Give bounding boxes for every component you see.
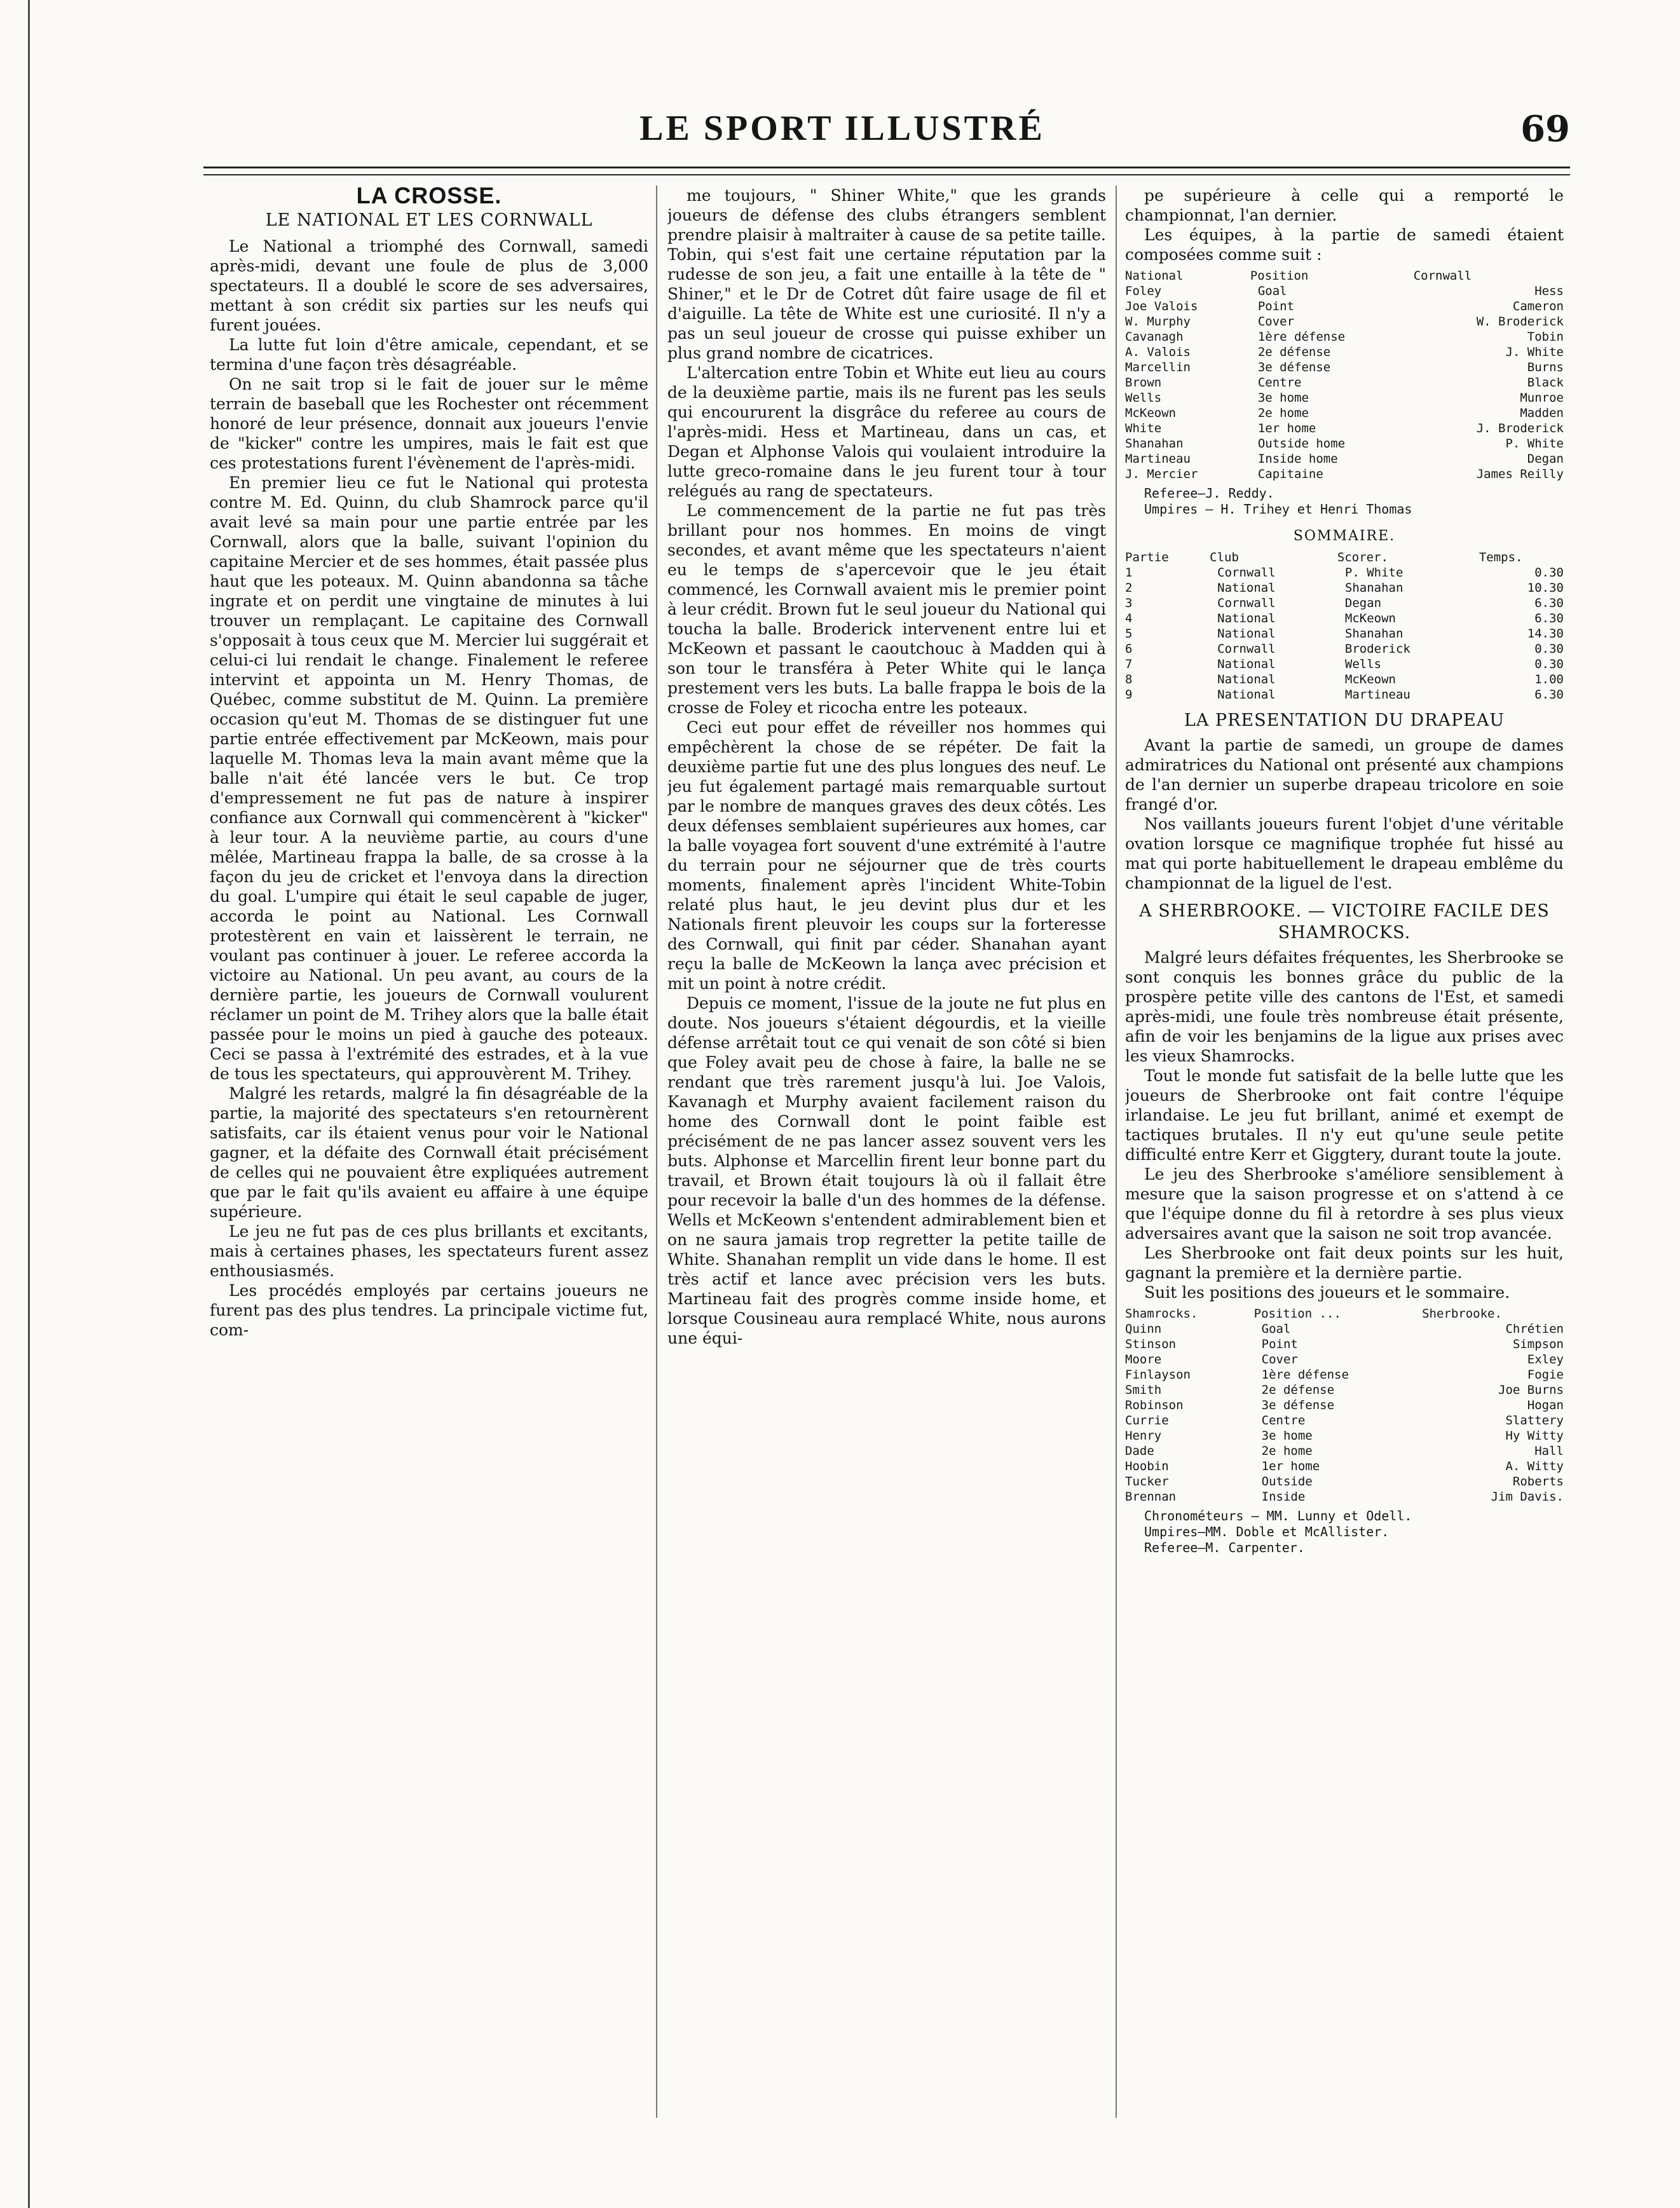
- table-cell: Cornwall: [1217, 566, 1276, 580]
- table-cell: 1er home: [1261, 1459, 1320, 1473]
- table-cell: A. Valois: [1125, 345, 1191, 359]
- column-header: Shamrocks.: [1125, 1307, 1198, 1321]
- table-cell: Degan: [1344, 596, 1382, 610]
- table-cell: Hall: [1534, 1444, 1564, 1458]
- paragraph: Tout le monde fut satisfait de la belle lutte que les joueurs de Sherbrooke ont fait contre l'équipe irlandaise. Le jeu fut brillant, animé et exempt de tactiques brutales. Il n'y eut qu'une seule petite difficulté entre Kerr et Giggtery, durant toute la joute.: [1125, 1067, 1564, 1164]
- table-row: [1125, 390, 1564, 405]
- paragraph: L'altercation entre Tobin et White eut lieu au cours de la deuxième partie, mais ils ne furent pas les seuls qui encoururent la disgrâce du referee au cours de l'après-midi. Hess et Martineau, dans un cas, et Degan et Alphonse Valois qui voulaient introduire la lutte greco-romaine dans le jeu furent tour à tour relégués au rang de spectateurs.: [667, 364, 1106, 500]
- column-1: [210, 186, 648, 2150]
- table-cell: Smith: [1125, 1383, 1162, 1397]
- table-cell: Slattery: [1505, 1414, 1564, 1428]
- table-cell: 2e défense: [1261, 1383, 1335, 1397]
- note-line: Referee—J. Reddy.: [1144, 486, 1274, 501]
- table-cell: 4: [1125, 611, 1133, 625]
- table-cell: 6.30: [1534, 688, 1564, 702]
- table-cell: Chrétien: [1505, 1322, 1564, 1336]
- column-header: Position: [1250, 269, 1309, 283]
- summary-table: [1125, 550, 1564, 702]
- table-cell: Goal: [1257, 284, 1287, 298]
- note-line: Referee—M. Carpenter.: [1144, 1540, 1305, 1555]
- officials-notes: [1125, 486, 1564, 517]
- page-number: 69: [1520, 108, 1570, 150]
- table-cell: Hogan: [1527, 1398, 1564, 1412]
- table-cell: 2e home: [1257, 406, 1309, 420]
- table-row: [1125, 596, 1564, 611]
- table-row: [1125, 375, 1564, 390]
- table-row: [1125, 329, 1564, 344]
- table-cell: P. White: [1505, 437, 1564, 451]
- table-cell: Fogie: [1527, 1368, 1564, 1382]
- paragraph: Avant la partie de samedi, un groupe de dames admiratrices du National ont présenté aux champions de l'an dernier un superbe drapeau tricolore en soie frangé d'or.: [1125, 736, 1564, 814]
- publication-title: LE SPORT ILLUSTRÉ: [639, 109, 1045, 148]
- article-title: LA CROSSE.: [356, 186, 502, 208]
- column-header: Sherbrooke.: [1422, 1307, 1502, 1321]
- table-cell: 1ère défense: [1257, 330, 1346, 344]
- table-cell: Hoobin: [1125, 1459, 1169, 1473]
- table-cell: Roberts: [1512, 1475, 1564, 1489]
- table-row: [1125, 672, 1564, 687]
- paragraph: Le jeu des Sherbrooke s'améliore sensiblement à mesure que la saison progresse et on s'attend à ce que l'équipe donne du fil à retordre à ses plus vieux adversaires avant que la saison ne soit trop avancée.: [1125, 1165, 1564, 1243]
- table-cell: 3e défense: [1257, 360, 1331, 374]
- table-cell: James Reilly: [1476, 467, 1564, 481]
- table-cell: Martineau: [1344, 688, 1410, 702]
- column-header: Scorer.: [1337, 550, 1388, 564]
- note-line: Chronométeurs — MM. Lunny et Odell.: [1144, 1508, 1412, 1523]
- table-cell: 2e home: [1261, 1444, 1313, 1458]
- table-cell: McKeown: [1344, 611, 1396, 625]
- table-row: [1125, 626, 1564, 641]
- paragraph: Le commencement de la partie ne fut pas très brillant pour nos hommes. En moins de vingt secondes, et avant même que les spectateurs n'aient eu le temps de s'apercevoir que le jeu était commencé, les Cornwall avaient mis le premier point à leur crédit. Brown fut le seul joueur du National qui toucha la balle. Broderick intervenent entre lui et McKeown et passant le caoutchouc à Madden qui à son tour le transféra à Peter White qui le lança prestement vers les buts. La balle frappa le bois de la crosse de Foley et ricocha entre les poteaux.: [667, 501, 1106, 717]
- table-row: [1125, 1474, 1564, 1489]
- table-row: [1125, 1459, 1564, 1474]
- article-body: [1125, 186, 1564, 264]
- table-cell: Shanahan: [1125, 437, 1184, 451]
- table-cell: Wells: [1125, 391, 1162, 405]
- article-body: [667, 186, 1106, 1348]
- paragraph: Le jeu ne fut pas de ces plus brillants et excitants, mais à certaines phases, les spectateurs furent assez enthousiasmés.: [210, 1222, 648, 1280]
- column-3: [1125, 186, 1564, 2150]
- table-row: [1125, 421, 1564, 436]
- table-cell: Martineau: [1125, 452, 1191, 466]
- table-cell: 0.30: [1534, 566, 1564, 580]
- table-cell: National: [1217, 581, 1276, 595]
- table-cell: McKeown: [1344, 672, 1396, 686]
- section-title-sherbrooke: A SHERBROOKE. — VICTOIRE FACILE DES SHAMROCKS.: [1139, 901, 1550, 943]
- table-cell: 10.30: [1527, 581, 1564, 595]
- table-cell: National: [1217, 627, 1276, 641]
- summary-title: SOMMAIRE.: [1293, 528, 1396, 544]
- column-2: [667, 186, 1106, 2150]
- table-cell: Outside home: [1257, 437, 1346, 451]
- paragraph: Ceci eut pour effet de réveiller nos hommes qui empêchèrent la chose de se répéter. De fait la deuxième partie fut une des plus longues des neuf. Le jeu fut également partagé mais remarquable surtout par le nombre de manques graves des deux côtés. Les deux défenses semblaient supérieures aux homes, car la balle voyagea fort souvent d'une extrémité à l'autre du terrain pour ne séjourner que de très courts moments, finalement après l'incident White-Tobin relaté plus haut, le jeu devint plus dur et les Nationals firent pleuvoir les coups sur la forteresse des Cornwall, qui finit par céder. Shanahan ayant reçu la balle de McKeown la lança avec précision et mit un point à notre crédit.: [667, 718, 1106, 993]
- page-header: [216, 108, 1570, 165]
- table-cell: Brown: [1125, 376, 1162, 390]
- article-body: [210, 236, 648, 1340]
- paragraph: Depuis ce moment, l'issue de la joute ne fut plus en doute. Nos joueurs s'étaient dégourdis, et la vieille défense arrêtait tout ce qui venait de son côté si bien que Foley avait peu de chose à faire, la balle ne se rendant que très rarement jusqu'à lui. Joe Valois, Kavanagh et Murphy avaient facilement raison du home des Cornwall dont le point faible est précisément de ne pas lancer assez souvent vers les buts. Alphonse et Marcellin firent leur bonne part du travail, et Brown était toujours là où il fallait être pour recevoir la balle d'un des hommes de la défense. Wells et McKeown s'entendent admirablement bien et on ne saura jamais trop regretter la petite taille de White. Shanahan remplit un vide dans le home. Il est très actif et lance avec précision vers les buts. Martineau fait des progrès comme inside home, et lorsque Cousineau aura remplacé White, nous aurons une équi-: [667, 994, 1106, 1347]
- note-line: Umpires—MM. Doble et McAllister.: [1144, 1524, 1390, 1539]
- table-cell: Currie: [1125, 1414, 1169, 1428]
- table-cell: White: [1125, 421, 1162, 435]
- column-divider: [1116, 186, 1117, 2118]
- table-cell: Cover: [1257, 315, 1295, 329]
- table-cell: 3e home: [1261, 1429, 1313, 1443]
- column-header: Temps.: [1479, 550, 1523, 564]
- table-row: [1125, 565, 1564, 580]
- table-cell: Shanahan: [1344, 581, 1403, 595]
- table-row: [1125, 1321, 1564, 1337]
- table-cell: 6.30: [1534, 611, 1564, 625]
- table-cell: Wells: [1344, 657, 1382, 671]
- officials-notes: [1125, 1508, 1564, 1556]
- table-cell: W. Broderick: [1476, 315, 1564, 329]
- table-row: [1125, 580, 1564, 596]
- table-cell: 1: [1125, 566, 1133, 580]
- paragraph: En premier lieu ce fut le National qui protesta contre M. Ed. Quinn, du club Shamrock parce qu'il avait levé sa main pour une partie entrée par les Cornwall, alors que la balle, suivant l'opinion du capitaine Mercier et de ses hommes, était passée plus haut que les poteaux. M. Quinn abandonna sa tâche ingrate et on perdit une vingtaine de minutes à lui trouver un remplaçant. Le capitaine des Cornwall s'opposait à tous ceux que M. Mercier lui suggérait et celui-ci lui rendait le change. Finalement le referee intervint et appointa un M. Henry Thomas, de Québec, comme substitut de M. Quinn. La première occasion qu'eut M. Thomas de se distinguer fut une partie entrée effectivement par McKeown, mais pour laquelle M. Thomas leva la main avant même que la balle n'ait été lancée vers le but. Ce trop d'empressement ne fut pas de nature à inspirer confiance aux Cornwall qui commencèrent à "kicker" à leur tour. A la neuvième partie, au cours d'une mêlée, Martineau frappa la balle, de sa crosse à la façon du jeu de cricket et l'envoya dans la direction du goal. L'umpire qui était le seul capable de juger, accorda le point au National. Les Cornwall protestèrent en vain et laissèrent le terrain, ne voulant pas continuer à jouer. Le referee accorda la victoire au National. Un peu avant, au cours de la dernière partie, les joueurs de Cornwall voulurent réclamer un point de M. Trihey alors que la balle était passée pour le moins un pied à gauche des poteaux. Ceci se passa à l'extrémité des estrades, et à la vue de tous les spectateurs, qui approuvèrent M. Trihey.: [210, 474, 648, 1083]
- table-cell: Burns: [1527, 360, 1564, 374]
- table-cell: Cornwall: [1217, 596, 1276, 610]
- table-row: [1125, 657, 1564, 672]
- page-edge-rule: [28, 0, 30, 2208]
- table-cell: Cover: [1261, 1353, 1298, 1366]
- column-header: National: [1125, 269, 1184, 283]
- table-row: [1125, 314, 1564, 329]
- table-cell: W. Murphy: [1125, 315, 1191, 329]
- paragraph: Les procédés employés par certains joueurs ne furent pas des plus tendres. La principale victime fut, com-: [210, 1281, 648, 1339]
- table-cell: Simpson: [1512, 1337, 1564, 1351]
- table-cell: Dade: [1125, 1444, 1154, 1458]
- table-cell: National: [1217, 657, 1276, 671]
- table-row: [1125, 1443, 1564, 1459]
- table-cell: Jim Davis.: [1491, 1490, 1564, 1504]
- table-cell: Quinn: [1125, 1322, 1162, 1336]
- paragraph: Suit les positions des joueurs et le sommaire.: [1144, 1283, 1510, 1302]
- table-cell: 9: [1125, 688, 1133, 702]
- table-cell: P. White: [1344, 566, 1403, 580]
- paragraph: Malgré les retards, malgré la fin désagréable de la partie, la majorité des spectateurs s'en retournèrent satisfaits, car ils étaient venus pour voir le National gagner, et la défaite des Cornwall était précisément de celles qui ne pouvaient être expliquées autrement que par le fait qu'ils avaient eu affaire à une équipe supérieure.: [210, 1084, 648, 1221]
- table-cell: Broderick: [1344, 642, 1410, 656]
- table-cell: Hy Witty: [1505, 1429, 1564, 1443]
- note-line: Umpires — H. Trihey et Henri Thomas: [1144, 501, 1412, 517]
- table-cell: 1er home: [1257, 421, 1316, 435]
- table-cell: 3e home: [1257, 391, 1309, 405]
- table-cell: Shanahan: [1344, 627, 1403, 641]
- table-row: [1125, 1337, 1564, 1352]
- table-cell: 0.30: [1534, 642, 1564, 656]
- table-cell: Henry: [1125, 1429, 1162, 1443]
- article-subtitle: LE NATIONAL ET LES CORNWALL: [265, 210, 593, 230]
- table-row: [1125, 405, 1564, 421]
- table-cell: Finlayson: [1125, 1368, 1191, 1382]
- table-cell: 2e défense: [1257, 345, 1331, 359]
- article-body: [1125, 948, 1564, 1302]
- table-cell: J. Broderick: [1476, 421, 1564, 435]
- table-cell: Marcellin: [1125, 360, 1191, 374]
- table-cell: J. Mercier: [1125, 467, 1198, 481]
- header-rule: [203, 167, 1570, 175]
- table-cell: Centre: [1261, 1414, 1306, 1428]
- table-cell: 8: [1125, 672, 1133, 686]
- table-cell: Madden: [1520, 406, 1564, 420]
- table-cell: Moore: [1125, 1353, 1162, 1366]
- paragraph: Nos vaillants joueurs furent l'objet d'une véritable ovation lorsque ce magnifique trophée fut hissé au mat qui porte habituellement le drapeau emblême du championnat de la liguel de l'est.: [1125, 815, 1564, 892]
- table-cell: Tucker: [1125, 1475, 1169, 1489]
- table-cell: Hess: [1534, 284, 1564, 298]
- lineup-table-shamrocks-sherbrooke: [1125, 1306, 1564, 1504]
- table-cell: Capitaine: [1257, 467, 1323, 481]
- paragraph: Malgré leurs défaites fréquentes, les Sherbrooke se sont conquis les bonnes grâce du public de la prospère petite ville des cantons de l'Est, et samedi après-midi, une foule très nombreuse était présente, afin de voir les benjamins de la ligue aux prises avec les vieux Shamrocks.: [1125, 948, 1564, 1065]
- table-cell: National: [1217, 688, 1276, 702]
- table-cell: Goal: [1261, 1322, 1291, 1336]
- table-cell: Point: [1257, 299, 1295, 313]
- table-cell: McKeown: [1125, 406, 1177, 420]
- table-cell: Joe Burns: [1498, 1383, 1564, 1397]
- table-cell: Degan: [1527, 452, 1564, 466]
- table-cell: 5: [1125, 627, 1133, 641]
- paragraph: Les équipes, à la partie de samedi étaient composées comme suit :: [1125, 226, 1564, 264]
- table-row: [1125, 641, 1564, 657]
- table-cell: Black: [1527, 376, 1564, 390]
- table-row: [1125, 344, 1564, 360]
- table-row: [1125, 467, 1564, 482]
- table-cell: Joe Valois: [1125, 299, 1198, 313]
- table-cell: Exley: [1527, 1353, 1564, 1366]
- table-row: [1125, 1398, 1564, 1413]
- table-cell: 14.30: [1527, 627, 1564, 641]
- column-header: Partie: [1125, 550, 1169, 564]
- table-row: [1125, 1352, 1564, 1367]
- column-header: Club: [1210, 550, 1239, 564]
- table-cell: 3: [1125, 596, 1133, 610]
- column-divider: [656, 186, 657, 2118]
- table-row: [1125, 1489, 1564, 1504]
- table-cell: 2: [1125, 581, 1133, 595]
- paragraph: On ne sait trop si le fait de jouer sur le même terrain de baseball que les Rochester ont récemment honoré de leur présence, donnait aux joueurs l'envie de "kicker" contre les umpires, mais le fait est que ces protestations furent l'évènement de l'après-midi.: [210, 375, 648, 472]
- section-title-flag: LA PRESENTATION DU DRAPEAU: [1184, 711, 1505, 730]
- paragraph: me toujours, " Shiner White," que les grands joueurs de défense des clubs étrangers semblent prendre plaisir à maltraiter à cause de sa petite taille. Tobin, qui s'est fait une certaine réputation par la rudesse de son jeu, a fait une entaille à la tête de " Shiner," et le Dr de Cotret dût faire usage de fil et d'aiguille. La tête de White est une curiosité. Il n'y a pas un seul joueur de crosse qui puisse exhiber un plus grand nombre de cicatrices.: [667, 186, 1106, 362]
- table-cell: Point: [1261, 1337, 1298, 1351]
- table-cell: Foley: [1125, 284, 1162, 298]
- table-row: [1125, 1382, 1564, 1398]
- table-row: [1125, 283, 1564, 299]
- table-cell: Inside: [1261, 1490, 1306, 1504]
- table-cell: Robinson: [1125, 1398, 1184, 1412]
- table-row: [1125, 299, 1564, 314]
- table-row: [1125, 1428, 1564, 1443]
- table-row: [1125, 436, 1564, 451]
- article-body: [1125, 735, 1564, 893]
- table-cell: Munroe: [1520, 391, 1564, 405]
- lineup-table-national-cornwall: [1125, 268, 1564, 482]
- table-cell: Cornwall: [1217, 642, 1276, 656]
- paragraph: Les Sherbrooke ont fait deux points sur les huit, gagnant la première et la dernière partie.: [1125, 1244, 1564, 1282]
- table-cell: Cameron: [1512, 299, 1564, 313]
- column-header: Position ...: [1253, 1307, 1341, 1321]
- paragraph: La lutte fut loin d'être amicale, cependant, et se termina d'une façon très désagréable.: [210, 336, 648, 374]
- column-header: Cornwall: [1413, 269, 1472, 283]
- table-row: [1125, 451, 1564, 467]
- table-cell: 6: [1125, 642, 1133, 656]
- table-cell: Outside: [1261, 1475, 1313, 1489]
- table-cell: 7: [1125, 657, 1133, 671]
- table-cell: 3e défense: [1261, 1398, 1335, 1412]
- table-cell: Brennan: [1125, 1490, 1177, 1504]
- table-cell: Inside home: [1257, 452, 1338, 466]
- table-cell: National: [1217, 611, 1276, 625]
- table-row: [1125, 1413, 1564, 1428]
- table-cell: J. White: [1505, 345, 1564, 359]
- table-cell: A. Witty: [1505, 1459, 1564, 1473]
- table-row: [1125, 360, 1564, 375]
- paragraph: Le National a triomphé des Cornwall, samedi après-midi, devant une foule de plus de 3,000 spectateurs. Il a doublé le score de ses adversaires, mettant à son crédit six parties sur les neufs qui furent jouées.: [210, 237, 648, 334]
- table-cell: 1.00: [1534, 672, 1564, 686]
- table-cell: Tobin: [1527, 330, 1564, 344]
- table-row: [1125, 687, 1564, 702]
- table-cell: Centre: [1257, 376, 1302, 390]
- table-cell: National: [1217, 672, 1276, 686]
- table-cell: Stinson: [1125, 1337, 1177, 1351]
- table-row: [1125, 611, 1564, 626]
- table-cell: 1ère défense: [1261, 1368, 1349, 1382]
- table-cell: 0.30: [1534, 657, 1564, 671]
- table-row: [1125, 1367, 1564, 1382]
- paragraph: pe supérieure à celle qui a remporté le championnat, l'an dernier.: [1125, 186, 1564, 224]
- table-cell: Cavanagh: [1125, 330, 1184, 344]
- table-cell: 6.30: [1534, 596, 1564, 610]
